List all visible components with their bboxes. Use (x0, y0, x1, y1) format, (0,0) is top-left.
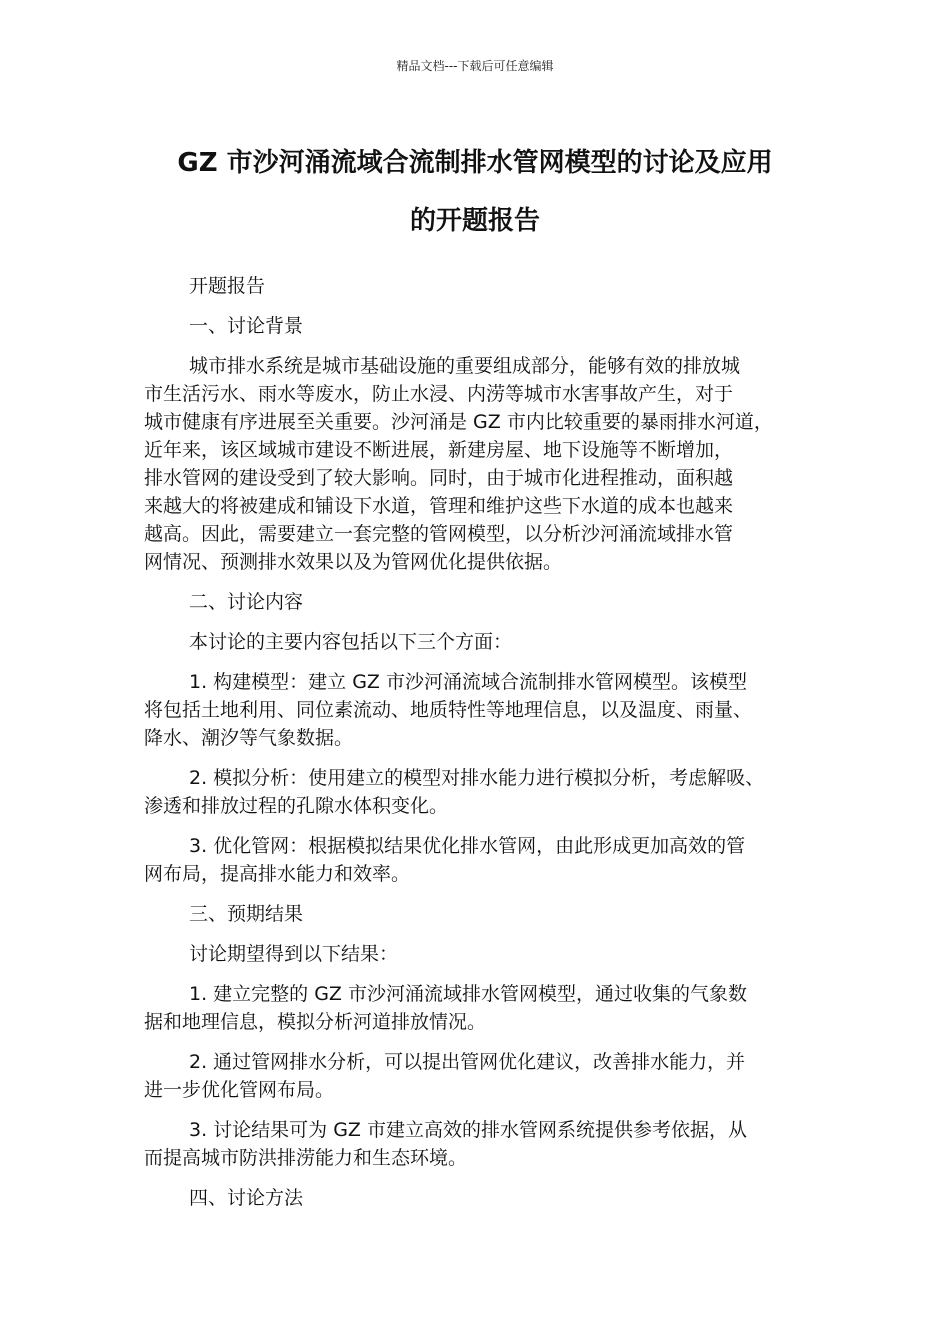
paragraph-background: 城市排水系统是城市基础设施的重要组成部分，能够有效的排放城 市生活污水、雨水等废水，防止水浸、内涝等城市水害事故产生，对于 城市健康有序进展至关重要。沙河涌是 GZ 市内比较重要的暴雨排水河道， 近年来，该区域城市建设不断进展，新建房屋、地下设施等不断增加， 排水管网的建设受到了较大影响。同时，由于城市化进程推动，面积越 来越大的将被建成和铺设下水道，管理和维护这些下水道的成本也越来 越高。因此，需要建立一套完整的管网模型，以分析沙河涌流域排水管 网情况、预测排水效果以及为管网优化提供依据。 (144, 355, 773, 573)
list-item-result-1: 1. 建立完整的 GZ 市沙河涌流域排水管网模型，通过收集的气象数 据和地理信息，模拟分析河道排放情况。 (144, 983, 747, 1033)
list-item-build-model: 1. 构建模型：建立 GZ 市沙河涌流域合流制排水管网模型。该模型 将包括土地利用、同位素流动、地质特性等地理信息，以及温度、雨量、 降水、潮汐等气象数据。 (144, 671, 753, 749)
section-heading-background: 一、讨论背景 (189, 315, 304, 337)
section-heading-methods: 四、讨论方法 (189, 1187, 304, 1209)
page-header: 精品文档---下载后可任意编辑 (396, 59, 554, 73)
document-title-line-1: GZ 市沙河涌流域合流制排水管网模型的讨论及应用 (177, 148, 773, 178)
list-item-optimize: 3. 优化管网：根据模拟结果优化排水管网，由此形成更加高效的管 网布局，提高排水能力和效率。 (144, 835, 746, 885)
section-label-report: 开题报告 (189, 275, 266, 297)
list-item-result-2: 2. 通过管网排水分析，可以提出管网优化建议，改善排水能力，并 进一步优化管网布局。 (144, 1051, 746, 1101)
list-item-simulation: 2. 模拟分析：使用建立的模型对排水能力进行模拟分析，考虑解吸、 渗透和排放过程的孔隙水体积变化。 (144, 767, 765, 817)
document-title-line-2: 的开题报告 (409, 206, 540, 236)
document-title (140, 134, 810, 250)
list-item-result-3: 3. 讨论结果可为 GZ 市建立高效的排水管网系统提供参考依据，从 而提高城市防洪排涝能力和生态环境。 (144, 1119, 747, 1169)
paragraph-content-intro: 本讨论的主要内容包括以下三个方面： (189, 631, 513, 653)
section-heading-expected-results: 三、预期结果 (189, 903, 304, 925)
document-body (144, 272, 820, 1224)
paragraph-results-intro: 讨论期望得到以下结果： (189, 943, 399, 965)
section-heading-content: 二、讨论内容 (189, 591, 304, 613)
